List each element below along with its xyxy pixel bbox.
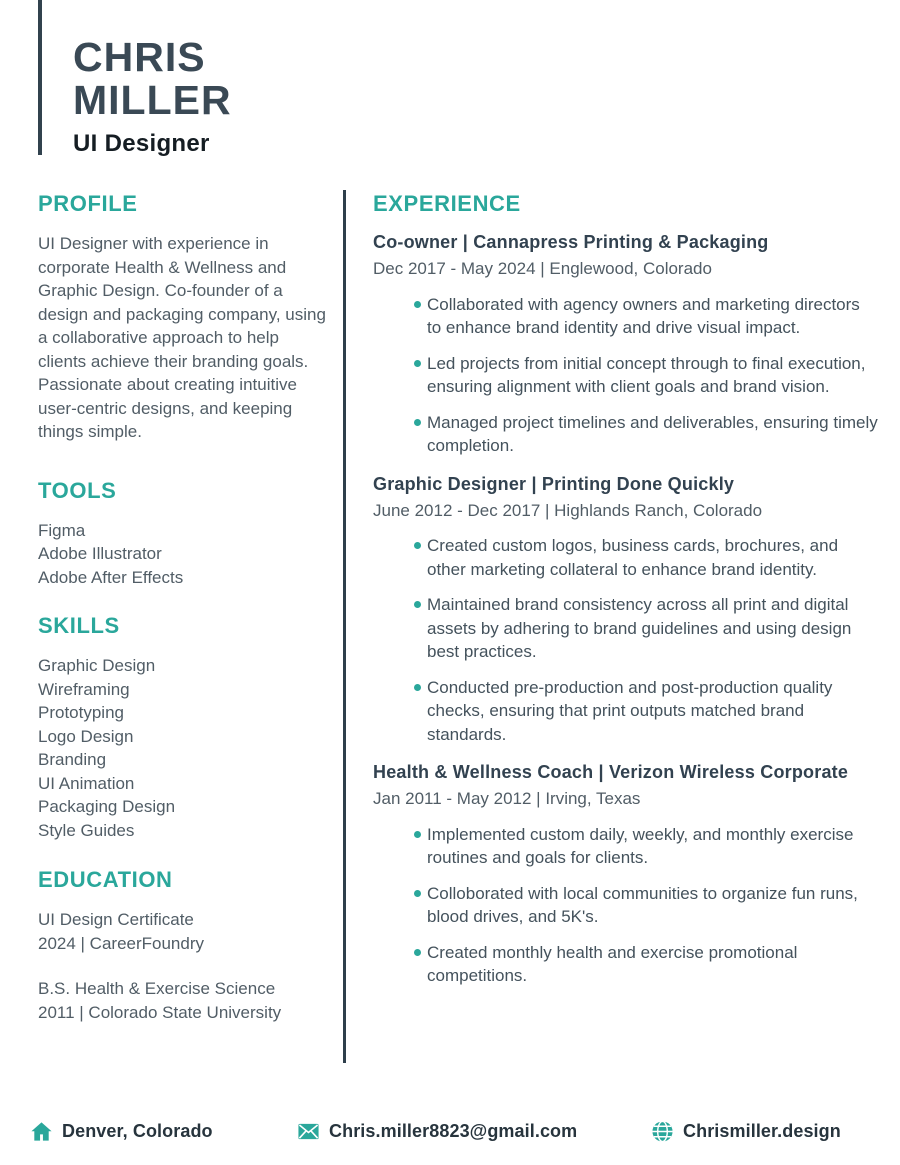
job-bullet-list: [373, 293, 878, 458]
education-entry: [38, 908, 326, 955]
job-title: UI Designer: [73, 130, 210, 157]
tools-list: [38, 519, 326, 590]
tools-section: [38, 479, 326, 590]
envelope-icon: [297, 1120, 320, 1143]
skill-item: Logo Design: [38, 726, 134, 746]
job-bullet-list: [373, 534, 878, 746]
job-entry-title: Co-owner | Cannapress Printing & Packaging: [373, 232, 769, 252]
skills-heading: SKILLS: [38, 613, 120, 638]
skill-item: Packaging Design: [38, 797, 176, 816]
contact-footer: [0, 1114, 900, 1150]
job-entry-title: Health & Wellness Coach | Verizon Wireless Corporate: [373, 762, 849, 782]
globe-icon: [651, 1120, 674, 1143]
skill-item: Wireframing: [38, 679, 130, 699]
name-first: CHRIS: [73, 34, 206, 80]
tool-item: Adobe Illustrator: [38, 544, 162, 563]
job-bullet: Created monthly health and exercise promotional competitions.: [427, 941, 878, 988]
job-bullet: Created custom logos, business cards, brochures, and other marketing collateral to enhance brand identity.: [427, 534, 878, 581]
job-entry-meta: June 2012 - Dec 2017 | Highlands Ranch, Colorado: [373, 500, 763, 520]
job-bullet: Implemented custom daily, weekly, and monthly exercise routines and goals for clients.: [427, 823, 878, 870]
skill-item: Branding: [38, 750, 107, 769]
job-entry-meta: Dec 2017 - May 2024 | Englewood, Colorado: [373, 259, 712, 278]
job-entry: [373, 230, 878, 458]
contact-email-text: Chris.miller8823@gmail.com: [329, 1121, 578, 1141]
profile-text: UI Designer with experience in corporate Health & Wellness and Graphic Design. Co-founder of a design and packaging company, using a collaborative approach to help clients achieve their branding goals. Passionate about creating intuitive user-centric designs, and keeping things simple.: [38, 234, 326, 441]
profile-heading: PROFILE: [38, 191, 138, 216]
education-entry: [38, 977, 326, 1024]
job-entry-meta: Jan 2011 - May 2012 | Irving, Texas: [373, 789, 641, 808]
experience-heading: EXPERIENCE: [373, 191, 521, 216]
header-accent-bar: [38, 0, 42, 155]
job-bullet-list: [373, 823, 878, 988]
job-bullet: Collaborated with agency owners and marketing directors to enhance brand identity and drive visual impact.: [427, 293, 878, 340]
education-heading: EDUCATION: [38, 867, 173, 892]
job-entry: [373, 760, 878, 988]
education-degree: B.S. Health & Exercise Science: [38, 979, 276, 998]
profile-section: [38, 192, 326, 444]
job-entry-title: Graphic Designer | Printing Done Quickly: [373, 473, 735, 494]
job-bullet: Managed project timelines and deliverables, ensuring timely completion.: [427, 411, 878, 458]
left-column: [38, 192, 326, 1046]
tool-item: Figma: [38, 520, 86, 540]
column-divider: [343, 190, 346, 1063]
contact-location: [30, 1120, 213, 1143]
education-school: 2011 | Colorado State University: [38, 1002, 282, 1022]
tool-item: Adobe After Effects: [38, 567, 184, 587]
tools-heading: TOOLS: [38, 477, 117, 503]
education-section: [38, 868, 326, 1024]
education-degree: UI Design Certificate: [38, 910, 194, 929]
contact-email: [297, 1120, 577, 1143]
skills-section: [38, 614, 326, 842]
job-bullet: Colloborated with local communities to organize fun runs, blood drives, and 5K's.: [427, 882, 878, 929]
home-icon: [30, 1120, 53, 1143]
skill-item: Prototyping: [38, 703, 124, 722]
job-bullet: Led projects from initial concept through to final execution, ensuring alignment with client goals and brand vision.: [427, 352, 878, 399]
education-school: 2024 | CareerFoundry: [38, 933, 205, 953]
header: [73, 36, 232, 158]
contact-website: [651, 1120, 841, 1143]
skill-item: UI Animation: [38, 773, 135, 793]
skills-list: [38, 654, 326, 842]
experience-column: [373, 192, 878, 1002]
job-bullet: Conducted pre-production and post-production quality checks, ensuring that print outputs matched brand standards.: [427, 676, 878, 747]
contact-website-text: Chrismiller.design: [683, 1121, 841, 1141]
skill-item: Graphic Design: [38, 656, 156, 675]
name-last: MILLER: [73, 77, 232, 123]
job-bullet: Maintained brand consistency across all print and digital assets by adhering to brand guidelines and using design best practices.: [427, 593, 878, 664]
job-entry: [373, 472, 878, 747]
contact-location-text: Denver, Colorado: [62, 1121, 213, 1141]
skill-item: Style Guides: [38, 820, 135, 840]
